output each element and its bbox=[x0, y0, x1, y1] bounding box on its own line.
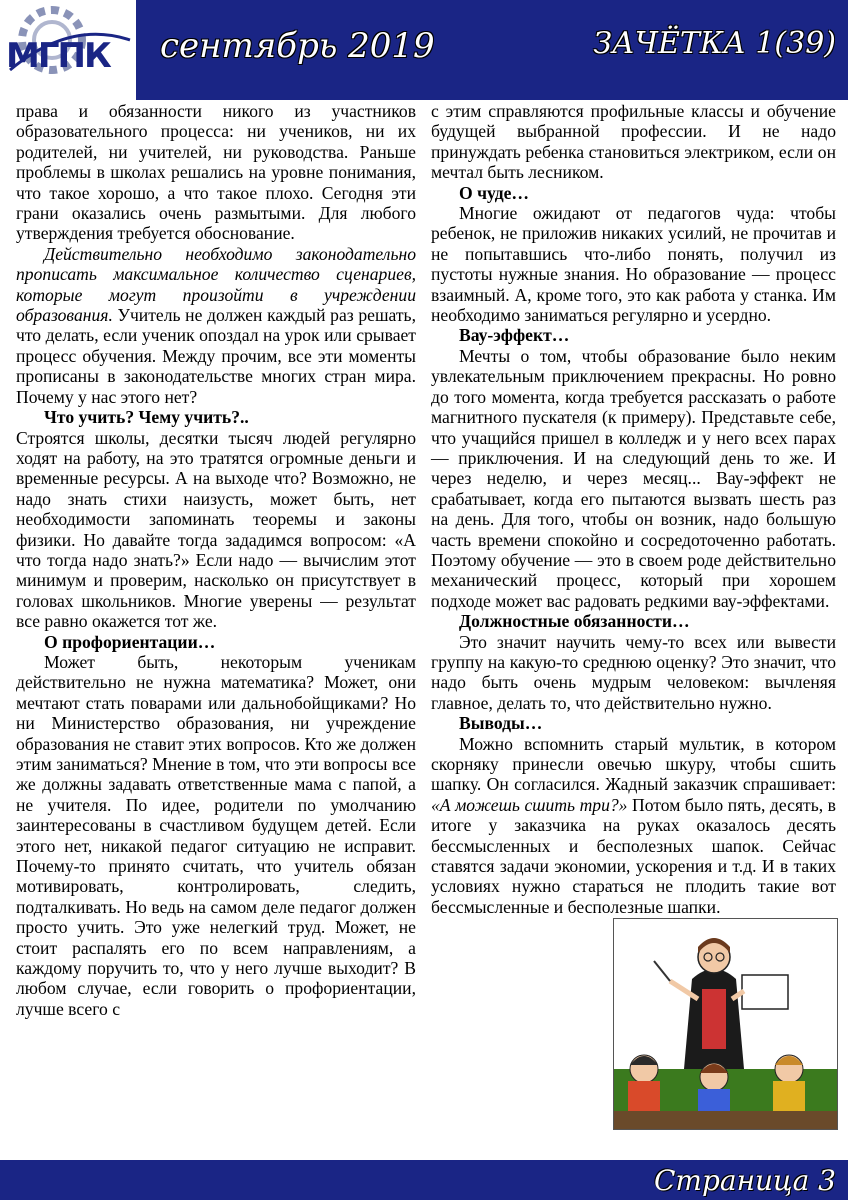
page-header bbox=[0, 0, 848, 100]
paragraph-text: Учитель не должен каждый раз решать, что делать, если ученик опоздал на урок или срывает процесс обучения. Между прочим, все эти моменты прописаны в законодательстве многих стран мира. Почему у нас этого нет? bbox=[16, 305, 416, 407]
issue-date: сентябрь 2019 bbox=[160, 26, 435, 66]
paragraph-text: Можно вспомнить старый мультик, в котором скорняку принесли овечью шкуру, чтобы сшить шапку. Он согласился. Жадный заказчик спрашивает: bbox=[431, 733, 836, 795]
logo bbox=[0, 0, 136, 100]
page-footer bbox=[0, 1160, 848, 1200]
paragraph: Строятся школы, десятки тысяч людей регулярно ходят на работу, на это тратятся огромные деньги и временные ресурсы. А на выходе что? Возможно, не надо знать стихи наизусть, может быть, нет необходимости запоминать теоремы и законы физики. Но давайте тогда зададимся вопросом: «А что тогда надо знать?» Если надо — вычислим этот минимум и проверим, насколько он присутствует в головах школьников. Многие уверены — результат все равно окажется тот же. bbox=[16, 427, 416, 632]
italic-text: Действительно необходимо законодательно прописать максимальное количество сценариев, которые могут произойти в учреждении образования. bbox=[16, 243, 416, 326]
classroom-illustration bbox=[613, 918, 838, 1130]
page-number: Страница 3 bbox=[653, 1164, 836, 1197]
section-heading: Выводы… bbox=[459, 713, 543, 734]
newspaper-title: ЗАЧЁТКА 1(39) bbox=[593, 26, 836, 61]
paragraph: права и обязанности никого из участников образовательного процесса: ни учеников, ни их родителей, ни учителей, ни руководства. Раньше проблемы в школах решались на уровне понимания, что такое хорошо, а что такое плохо. Сегодня эти грани оказались очень размытыми. Для любого утверждения требуется обоснование. bbox=[16, 101, 416, 244]
section-heading: Вау-эффект… bbox=[459, 325, 570, 346]
right-column bbox=[431, 101, 836, 917]
teacher-and-students-image bbox=[614, 919, 837, 1129]
paragraph: Многие ожидают от педагогов чуда: чтобы ребенок, не приложив никаких усилий, не прочитав и не попытавшись что-либо понять, получил из пустоты нужные знания. Но образование — процесс взаимный. А, кроме того, это как работа у станка. Им необходимо заниматься регулярно и усердно. bbox=[431, 203, 836, 326]
section-heading: О профориентации… bbox=[44, 631, 216, 652]
section-heading: О чуде… bbox=[459, 182, 529, 203]
logo-text: МГПК bbox=[6, 36, 110, 76]
paragraph bbox=[431, 734, 836, 918]
figure-wrap bbox=[613, 918, 838, 1130]
paragraph: Может быть, некоторым ученикам действительно не нужна математика? Может, они мечтают стать поварами или дальнобойщиками? Но ни Министерство образования, ни учреждение образования не ставит этих вопросов. Кто же должен этим заниматься? Мнение в том, что эти вопросы все же должны задавать ответственные мама с папой, а не учителя. По идее, родители по умолчанию заинтересованы в счастливом будущем детей. Если этого нет, никакой педагог ситуацию не исправит. Почему-то принято считать, что учитель обязан мотивировать, контролировать, следить, подталкивать. Но ведь на самом деле педагог должен просто учить. Это уже нелегкий труд. Может, не стоит распалять его по всем направлениям, а каждому поручить то, что у него лучше выходит? В любом случае, если говорить о профориентации, лучше всего с bbox=[16, 651, 416, 1019]
section-heading: Должностные обязанности… bbox=[459, 611, 690, 632]
paragraph bbox=[16, 244, 416, 407]
section-heading: Что учить? Чему учить?.. bbox=[44, 407, 249, 428]
italic-text: «А можешь сшить три?» bbox=[431, 794, 628, 815]
paragraph: Это значит научить чему-то всех или вывести группу на какую-то среднюю оценку? Это значит, что надо быть очень мудрым человеком: вычленяя главное, делать то, что действительно нужно. bbox=[431, 631, 836, 713]
paragraph: Мечты о том, чтобы образование было неким увлекательным приключением прекрасны. Но ровно до того момента, когда требуется рассказать о работе магнитного пускателя (к примеру). Представьте себе, что учащийся пришел в колледж и у него всех парах — приключения. И на следующий день то же. И через неделю, и через месяц... Вау-эффект не срабатывает, когда его пытаются вызвать шесть раз на день. Для того, чтобы он возник, надо большую часть времени спокойно и сосредоточенно работать. Поэтому обучение — это в своем роде действительно механический процесс, который при хорошем подходе может вас радовать редкими вау-эффектами. bbox=[431, 345, 836, 611]
left-column bbox=[16, 101, 416, 1019]
paragraph: с этим справляются профильные классы и обучение будущей выбранной профессии. И не надо принуждать ребенка становиться электриком, если он мечтал быть лесником. bbox=[431, 101, 836, 183]
paragraph-text: Потом было пять, десять, в итоге у заказчика на руках оказалось десять бессмысленных и бесполезных шапок. Сейчас ставятся задачи экономии, ускорения и т.д. И в таких условиях нужно стараться не плодить такие вот бессмысленные и бесполезные шапки. bbox=[431, 794, 836, 917]
